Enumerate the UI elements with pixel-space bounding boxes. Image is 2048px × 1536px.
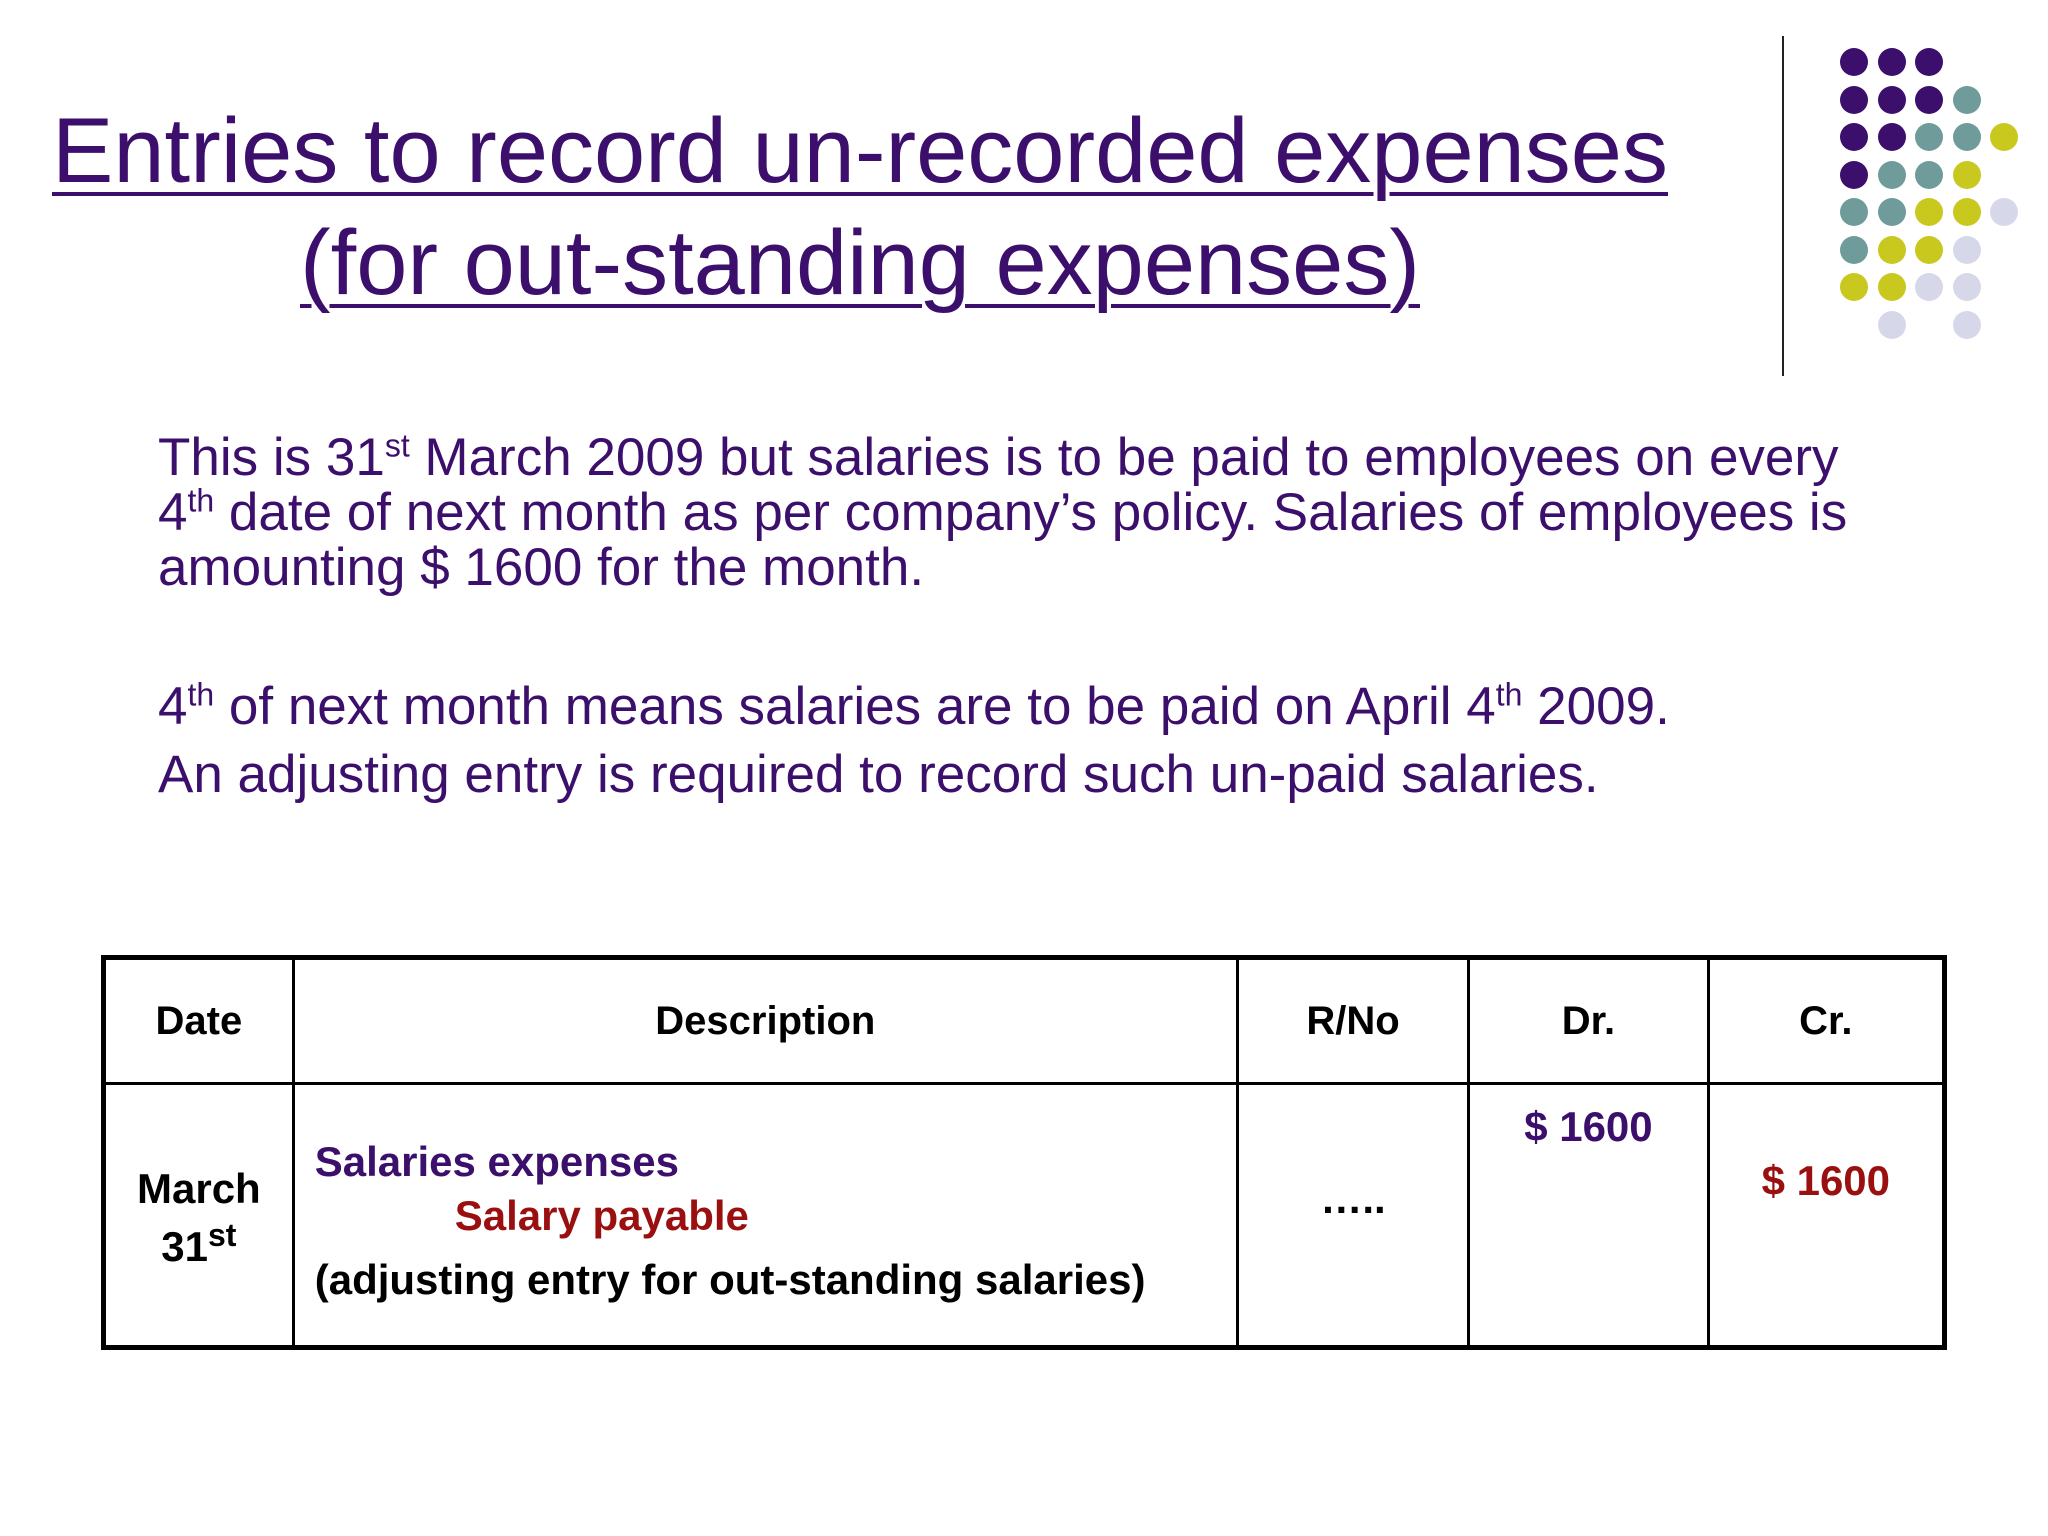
decorative-dot — [1840, 236, 1868, 264]
decorative-dot — [1915, 48, 1943, 76]
ordinal-suffix: st — [207, 1217, 237, 1253]
entry-date — [104, 1084, 294, 1348]
decorative-dot — [1953, 236, 1981, 264]
header-description: Description — [293, 958, 1237, 1084]
decorative-divider — [1782, 36, 1784, 376]
header-credit: Cr. — [1708, 958, 1944, 1084]
slide-title — [0, 95, 1720, 319]
credit-account: Salary payable — [454, 1192, 749, 1239]
header-debit: Dr. — [1469, 958, 1708, 1084]
header-date: Date — [104, 958, 294, 1084]
ordinal-suffix: th — [187, 676, 215, 713]
explanation-text-2: of next month means salaries are to be paid on April 4 — [214, 677, 1496, 736]
decorative-dot — [1915, 198, 1943, 226]
decorative-dot — [1990, 198, 2018, 226]
decorative-dot — [1953, 311, 1981, 339]
decorative-dot — [1878, 311, 1906, 339]
decorative-dot — [1953, 123, 1981, 151]
decorative-dot — [1878, 123, 1906, 151]
scenario-text-2: March 2009 but salaries is to be paid to employees on every 4 — [158, 428, 1839, 542]
decorative-dot — [1878, 161, 1906, 189]
decorative-dot — [1915, 86, 1943, 114]
entry-date-day: 31 — [161, 1223, 208, 1270]
header-rno: R/No — [1237, 958, 1468, 1084]
title-line-2: (for out-standing expenses) — [300, 212, 1420, 314]
ordinal-suffix: th — [187, 482, 215, 519]
entry-description — [293, 1084, 1237, 1348]
decorative-dot — [1915, 236, 1943, 264]
title-line-1: Entries to record un-recorded expenses — [52, 100, 1668, 202]
decorative-dot — [1878, 236, 1906, 264]
scenario-text-3: date of next month as per company’s policy. Salaries of employees is amounting $ 1600 for the month. — [158, 483, 1848, 597]
decorative-dot — [1953, 273, 1981, 301]
explanation-text-4: An adjusting entry is required to record such un-paid salaries. — [158, 745, 1599, 804]
decorative-dot — [1915, 273, 1943, 301]
ordinal-suffix: th — [1495, 676, 1523, 713]
explanation-paragraph — [158, 673, 1858, 809]
decorative-dot — [1840, 48, 1868, 76]
decorative-dot — [1953, 86, 1981, 114]
decorative-dot — [1953, 161, 1981, 189]
entry-rno: ….. — [1237, 1084, 1468, 1348]
decorative-dot — [1878, 86, 1906, 114]
explanation-text-1: 4 — [158, 677, 188, 736]
decorative-dot — [1915, 123, 1943, 151]
decorative-dot — [1840, 273, 1868, 301]
entry-debit-amount: $ 1600 — [1469, 1084, 1708, 1348]
table-row — [104, 1084, 1945, 1348]
decorative-dot — [1840, 123, 1868, 151]
decorative-dot — [1990, 123, 2018, 151]
decorative-dot — [1953, 198, 1981, 226]
decorative-dot — [1878, 198, 1906, 226]
entry-narration: (adjusting entry for out-standing salaries) — [314, 1256, 1146, 1303]
explanation-text-3: 2009. — [1522, 677, 1670, 736]
decorative-dot — [1840, 86, 1868, 114]
decorative-dot — [1878, 273, 1906, 301]
decorative-dot — [1840, 198, 1868, 226]
entry-date-month: March — [137, 1165, 261, 1212]
decorative-dot — [1915, 161, 1943, 189]
scenario-paragraph — [158, 427, 1858, 597]
ordinal-suffix: st — [384, 427, 410, 464]
entry-credit-amount: $ 1600 — [1708, 1084, 1944, 1348]
table-header-row — [104, 958, 1945, 1084]
scenario-text-1: This is 31 — [158, 428, 385, 487]
journal-entry-table — [101, 955, 1947, 1350]
debit-account: Salaries expenses — [314, 1138, 679, 1185]
decorative-dot — [1840, 161, 1868, 189]
decorative-dot — [1878, 48, 1906, 76]
